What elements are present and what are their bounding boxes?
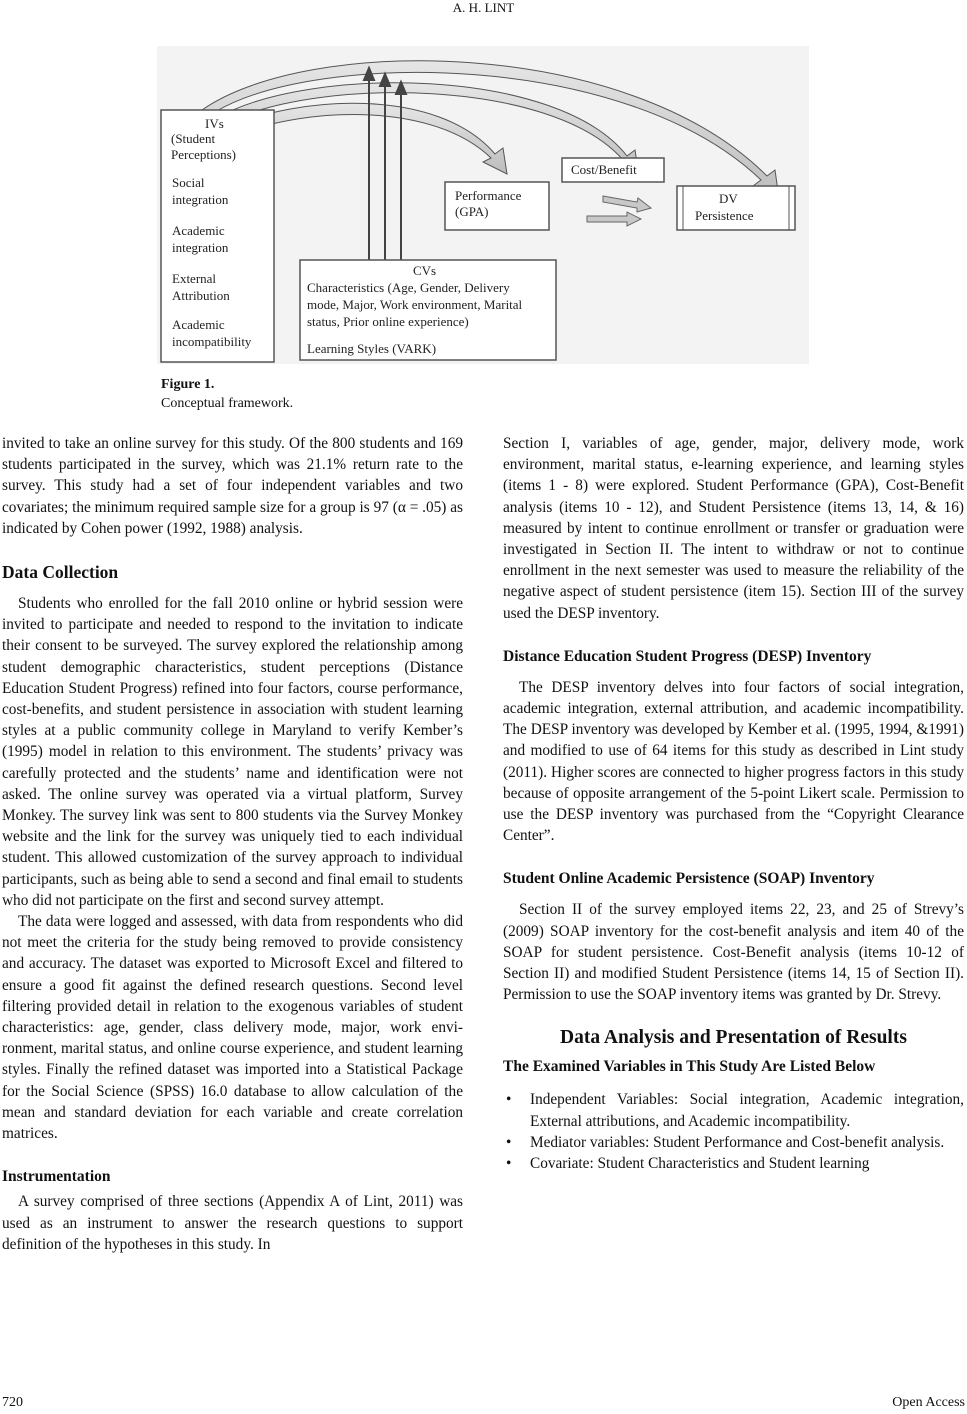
cvs-title: CVs — [413, 263, 437, 278]
iv-incompat-label-2: incompatibility — [172, 334, 252, 349]
heading-soap-inventory: Student Online Academic Persistence (SOAP) Inventory — [503, 870, 875, 888]
cvs-line-3: status, Prior online experience) — [307, 314, 469, 329]
figure-caption-text: Conceptual framework. — [161, 396, 294, 411]
performance-box — [445, 182, 549, 230]
dv-box — [677, 186, 795, 230]
heading-desp-inventory: Distance Education Student Progress (DESP) Inventory — [503, 647, 872, 665]
cvs-line-4: Learning Styles (VARK) — [307, 341, 437, 356]
page-number: 720 — [2, 1395, 23, 1410]
performance-label-1: Performance — [455, 188, 522, 203]
figure-caption — [161, 375, 293, 413]
right-column — [503, 433, 964, 1174]
open-access-label: Open Access — [892, 1395, 965, 1410]
right-paragraph-1: Section I, variables of age, gender, major, delivery mode, work environment, marital status, e-learning experience, and learning styles (items 1 - 8) were explored. Student Performance (GPA), Cost-Benefit analysis (items 10 - 12), and Student Persistence (items 13, 14, & 16) measured by intent to continue enrollment or transfer or graduation were investigated in Section II. The intent to withdraw or not to continue enrollment in the next semester was used to measure the reliability of the negative aspect of student persistence (item 15). Section III of the survey used the DESP inventory. — [503, 435, 964, 622]
ivs-subtitle-1: (Student — [171, 131, 216, 146]
cvs-box — [300, 260, 556, 360]
left-paragraph-4: A survey comprised of three sections (Appendix A of Lint, 2011) was used as an instrument to answer the research questions to support definition of the hypotheses in this study. In — [2, 1193, 463, 1253]
cvs-line-1: Characteristics (Age, Gender, Delivery — [307, 280, 510, 295]
heading-instrumentation: Instrumentation — [2, 1168, 111, 1186]
variables-list — [503, 1089, 964, 1174]
iv-external-label-1: External — [172, 271, 217, 286]
dv-label-1: DV — [719, 191, 738, 206]
right-paragraph-2: The DESP inventory delves into four factors of social integration, academic integration, external attribution, and academic incompatibility. The DESP inventory was developed by Kember et al. (1995, 1994, &1991) and modified to use of 64 items for this study as described in Lint study (2011). Higher scores are connected to higher progress factors in this study because of opposite arrangement of the 5-point Likert scale. Permission to use the DESP inventory was purchased from the “Copyright Clearance Center”. — [503, 678, 964, 845]
dv-label-2: Persistence — [695, 208, 754, 223]
cost-benefit-label: Cost/Benefit — [571, 162, 637, 177]
ivs-box — [161, 110, 274, 362]
performance-label-2: (GPA) — [455, 204, 489, 219]
heading-examined-variables: The Examined Variables in This Study Are Listed Below — [503, 1058, 876, 1076]
iv-social-label-2: integration — [172, 192, 229, 207]
left-paragraph-2: Students who enrolled for the fall 2010 online or hybrid session were invited to participate and needed to respond to the invitation to indicate their consent to be surveyed. The survey explored the relationship among student demographic characteristics, student perceptions (Distance Education Student Progress) refined into four factors, course performance, cost-benefits, and student persistence in association with student learning styles at a public community college in Maryland to verify Kember’s (1995) model in relation to this environment. The students’ privacy was carefully protected and the students’ name and identification were not asked. The online survey was operated via a virtual platform, Survey Monkey. The survey link was sent to 800 students via the Survey Monkey website and the link for the survey was uniquely tied to each individual student. This allowed customization of the survey approach to individual participants, such as being able to send a second and final email to students who did not participate on the first and second survey attempt. — [2, 595, 463, 909]
iv-incompat-label-1: Academic — [172, 317, 225, 332]
left-column — [2, 433, 463, 1255]
running-head: A. H. LINT — [452, 0, 515, 15]
conceptual-framework-diagram — [157, 46, 809, 364]
figure-caption-label: Figure 1. — [161, 377, 215, 392]
iv-academic-label-1: Academic — [172, 223, 225, 238]
list-item: • Independent Variables: Social integration, Academic integration, External attributions, and Academic incompatibility. — [503, 1089, 964, 1131]
iv-academic-label-2: integration — [172, 240, 229, 255]
iv-social-label-1: Social — [172, 175, 205, 190]
cvs-line-2: mode, Major, Work environment, Marital — [307, 297, 523, 312]
left-paragraph-3: The data were logged and assessed, with data from respondents who did not meet the criteria for the study being removed to provide consistency and accuracy. The dataset was exported to Microsoft Excel and filtered to ensure a good fit against the defined research questions. Second level filtering provided detail in relation to the exogenous variables of student characteristics: age, gender, class delivery mode, major, work environment, marital status, and online course experience, and student learning styles. Finally the refined dataset was imported into a Statistical Package for the Social Science (SPSS) 16.0 database to allow calculation of the mean and standard deviation for each variable and create correlation matrices. — [2, 913, 463, 1143]
list-item: • Mediator variables: Student Performance and Cost-benefit analysis. — [503, 1132, 964, 1153]
iv-external-label-2: Attribution — [172, 288, 230, 303]
right-paragraph-3: Section II of the survey employed items 22, 23, and 25 of Strevy’s (2009) SOAP inventory for the cost-benefit analysis and item 40 of the SOAP for student persistence. Cost-Benefit analysis (items 10-12 of Section II) and modified Student Persistence (items 14, 15 of Section II). Permission to use the SOAP inventory items was granted by Dr. Strevy. — [503, 901, 964, 1004]
cost-benefit-box — [562, 158, 664, 182]
left-paragraph-1: invited to take an online survey for this study. Of the 800 students and 169 students participated in the survey, which was 21.1% return rate to the survey. This study had a set of four independent variables and two covariates; the minimum required sample size for a group is 97 (α = .05) as indicated by Cohen power (1992, 1988) analysis. — [2, 435, 463, 537]
ivs-subtitle-2: Perceptions) — [171, 147, 236, 162]
heading-data-analysis: Data Analysis and Presentation of Results — [560, 1027, 907, 1049]
list-item: • Covariate: Student Characteristics and Student learning — [503, 1153, 964, 1174]
ivs-title: IVs — [205, 116, 224, 131]
heading-data-collection: Data Collection — [2, 562, 119, 583]
